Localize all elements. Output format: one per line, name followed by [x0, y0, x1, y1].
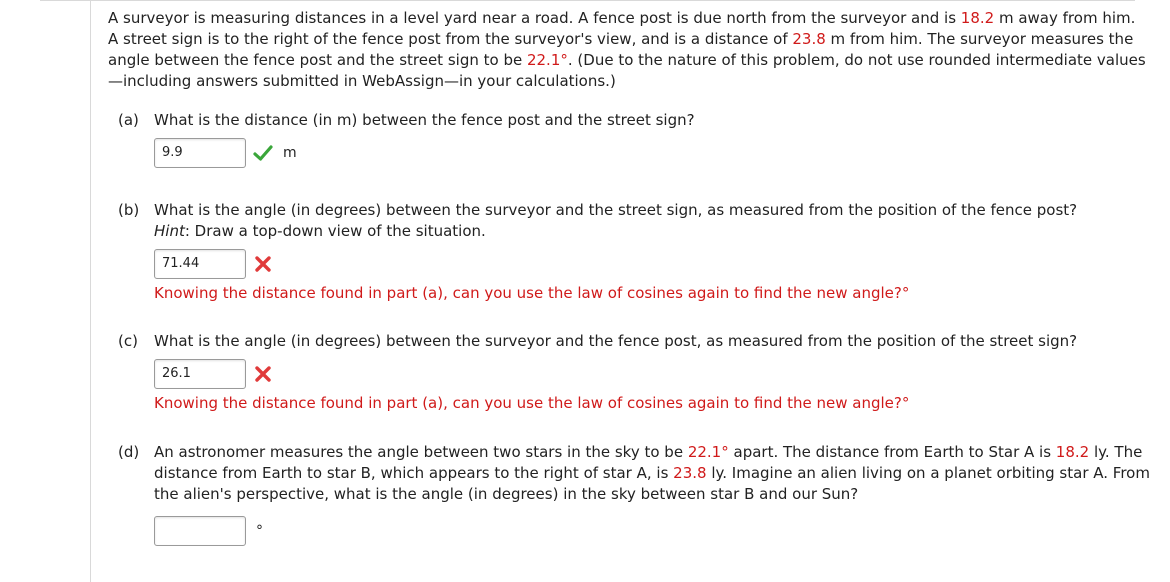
x-icon: [253, 254, 273, 274]
part-c-answer-input[interactable]: 26.1: [154, 359, 246, 389]
part-c: [118, 331, 1158, 414]
part-c-feedback: Knowing the distance found in part (a), can you use the law of cosines again to find the new angle?°: [154, 394, 910, 412]
part-a-label: (a): [118, 111, 139, 129]
top-divider: [40, 0, 1135, 1]
part-d-question: An astronomer measures the angle between two stars in the sky to be 22.1° apart. The distance from Earth to Star A is 18.2 ly. The distance from Earth to star B, which appears to the right of star A, is 23.8 ly. Imagine an alien living on a planet orbiting star A. From the alien's perspective, what is the angle (in degrees) in the sky between star B and our Sun?: [154, 443, 1150, 503]
part-b: [118, 200, 1158, 304]
part-d-label: (d): [118, 443, 140, 461]
part-b-question: What is the angle (in degrees) between the surveyor and the street sign, as measured from the position of the fence post?: [154, 201, 1078, 219]
problem-statement: A surveyor is measuring distances in a level yard near a road. A fence post is due north from the surveyor and is 18.2 m away from him. A street sign is to the right of the fence post from the surveyor's view, and is a distance of 23.8 m from him. The surveyor measures the angle between the fence post and the street sign to be 22.1°. (Due to the nature of this problem, do not use rounded intermediate values—including answers submitted in WebAssign—in your calculations.): [108, 9, 1146, 90]
x-icon: [253, 364, 273, 384]
part-c-question: What is the angle (in degrees) between the surveyor and the fence post, as measured from the position of the street sign?: [154, 332, 1078, 350]
part-b-answer-input[interactable]: 71.44: [154, 249, 246, 279]
part-b-hint: Hint: Draw a top-down view of the situation.: [154, 222, 486, 240]
part-b-label: (b): [118, 201, 140, 219]
part-a-answer-input[interactable]: 9.9: [154, 138, 246, 168]
part-c-label: (c): [118, 332, 138, 350]
sign-distance-value: 23.8: [792, 30, 826, 48]
fence-distance-value: 18.2: [960, 9, 995, 27]
part-a-question: What is the distance (in m) between the fence post and the street sign?: [154, 111, 695, 129]
part-a-unit: m: [283, 144, 297, 161]
part-d: [118, 442, 1158, 546]
left-divider: [90, 0, 91, 582]
check-icon: [253, 143, 273, 163]
part-a: [118, 110, 1158, 168]
angle-value: 22.1°: [526, 51, 568, 69]
part-d-answer-input[interactable]: [154, 516, 246, 546]
part-d-unit: °: [256, 522, 263, 539]
part-b-feedback: Knowing the distance found in part (a), can you use the law of cosines again to find the new angle?°: [154, 284, 910, 302]
